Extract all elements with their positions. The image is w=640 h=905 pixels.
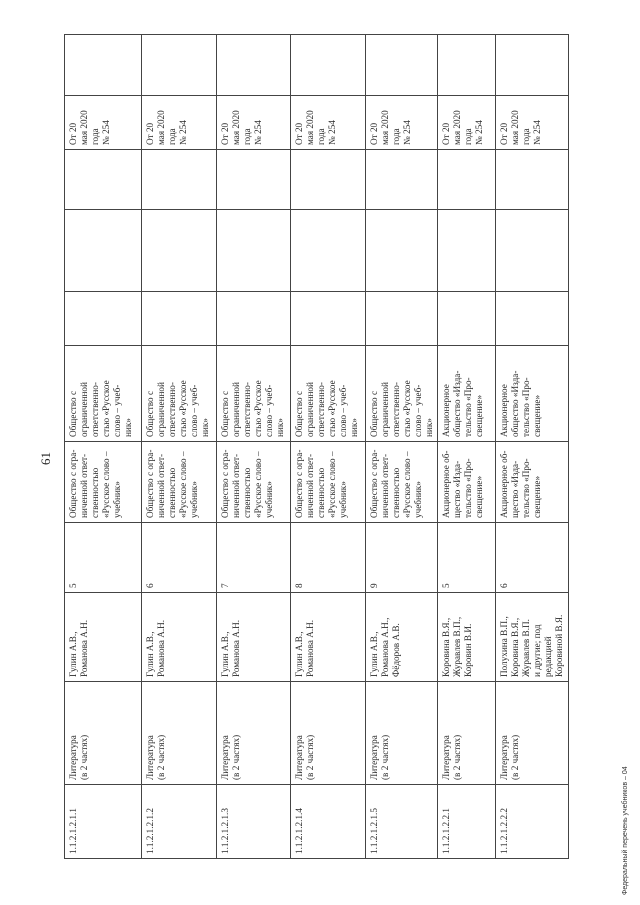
manufacturer-cell: Общество с ограниченной ответственно- стью «Русское слово – учеб- ник» xyxy=(291,346,366,442)
code-cell: 1.1.2.1.2.1.4 xyxy=(291,785,366,859)
manufacturer-cell: Общество с ограниченной ответственно- стью «Русское слово – учеб- ник» xyxy=(65,346,142,442)
empty-cell xyxy=(65,292,142,346)
empty-cell xyxy=(496,292,569,346)
code-cell: 1.1.2.1.2.1.3 xyxy=(217,785,291,859)
grade-cell: 8 xyxy=(291,523,366,593)
code-cell: 1.1.2.1.2.1.1 xyxy=(65,785,142,859)
table-row xyxy=(496,35,569,859)
order-cell: От 20 мая 2020 года № 254 xyxy=(217,96,291,150)
manufacturer-cell: Общество с ограниченной ответственно- стью «Русское слово – учеб- ник» xyxy=(217,346,291,442)
empty-cell xyxy=(217,35,291,96)
publisher-cell: Общество с огра- ниченной ответ- ственностью «Русское слово – учебник» xyxy=(142,442,217,523)
authors-cell: Гулин А.В., Романова А.Н. xyxy=(142,593,217,682)
table-row xyxy=(65,35,142,859)
grade-cell: 5 xyxy=(65,523,142,593)
publisher-cell: Общество с огра- ниченной ответ- ственностью «Русское слово – учебник» xyxy=(366,442,438,523)
order-cell: От 20 мая 2020 года № 254 xyxy=(65,96,142,150)
empty-cell xyxy=(438,210,496,292)
empty-cell xyxy=(366,292,438,346)
publisher-cell: Общество с огра- ниченной ответ- ственностью «Русское слово – учебник» xyxy=(217,442,291,523)
page-number: 61 xyxy=(38,452,53,465)
empty-cell xyxy=(217,292,291,346)
code-cell: 1.1.2.1.2.1.5 xyxy=(366,785,438,859)
grade-cell: 9 xyxy=(366,523,438,593)
footer-text: Федеральный перечень учебников – 04 xyxy=(622,766,629,895)
empty-cell xyxy=(496,210,569,292)
empty-cell xyxy=(65,150,142,210)
empty-cell xyxy=(142,150,217,210)
empty-cell xyxy=(217,150,291,210)
authors-cell: Гулин А.В., Романова А.Н. xyxy=(65,593,142,682)
empty-cell xyxy=(496,35,569,96)
code-cell: 1.1.2.1.2.1.2 xyxy=(142,785,217,859)
order-cell: От 20 мая 2020 года № 254 xyxy=(291,96,366,150)
authors-cell: Гулин А.В., Романова А.Н. xyxy=(217,593,291,682)
publisher-cell: Общество с огра- ниченной ответ- ственностью «Русское слово – учебник» xyxy=(291,442,366,523)
authors-cell: Полухина В.П., Коровина В.Я., Журавлев В.П. и другие; под редакцией Коровиной В.Я. xyxy=(496,593,569,682)
subject-cell: Литература (в 2 частях) xyxy=(496,682,569,785)
authors-cell: Гулин А.В., Романова А.Н. xyxy=(291,593,366,682)
empty-cell xyxy=(142,210,217,292)
subject-cell: Литература (в 2 частях) xyxy=(366,682,438,785)
empty-cell xyxy=(65,210,142,292)
publisher-cell: Акционерное об- щество «Изда- тельство «Про- свещение» xyxy=(496,442,569,523)
table-row xyxy=(142,35,217,859)
order-cell: От 20 мая 2020 года № 254 xyxy=(142,96,217,150)
manufacturer-cell: Общество с ограниченной ответственно- стью «Русское слово – учеб- ник» xyxy=(366,346,438,442)
code-cell: 1.1.2.1.2.2.2 xyxy=(496,785,569,859)
textbook-table xyxy=(64,34,569,859)
empty-cell xyxy=(496,150,569,210)
order-cell: От 20 мая 2020 года № 254 xyxy=(438,96,496,150)
empty-cell xyxy=(438,150,496,210)
empty-cell xyxy=(366,210,438,292)
manufacturer-cell: Акционерное общество «Изда- тельство «Про- свещение» xyxy=(438,346,496,442)
subject-cell: Литература (в 2 частях) xyxy=(65,682,142,785)
empty-cell xyxy=(217,210,291,292)
grade-cell: 6 xyxy=(142,523,217,593)
empty-cell xyxy=(65,35,142,96)
empty-cell xyxy=(291,35,366,96)
order-cell: От 20 мая 2020 года № 254 xyxy=(366,96,438,150)
manufacturer-cell: Общество с ограниченной ответственно- стью «Русское слово – учеб- ник» xyxy=(142,346,217,442)
table-row xyxy=(438,35,496,859)
code-cell: 1.1.2.1.2.2.1 xyxy=(438,785,496,859)
empty-cell xyxy=(438,35,496,96)
empty-cell xyxy=(291,150,366,210)
empty-cell xyxy=(438,292,496,346)
subject-cell: Литература (в 2 частях) xyxy=(142,682,217,785)
grade-cell: 6 xyxy=(496,523,569,593)
empty-cell xyxy=(366,35,438,96)
table-row xyxy=(366,35,438,859)
table-row xyxy=(217,35,291,859)
publisher-cell: Общество с огра- ниченной ответ- ственностью «Русское слово – учебник» xyxy=(65,442,142,523)
authors-cell: Коровина В.Я., Журавлев В.П., Коровин В.И. xyxy=(438,593,496,682)
grade-cell: 5 xyxy=(438,523,496,593)
manufacturer-cell: Акционерное общество «Изда- тельство «Про- свещение» xyxy=(496,346,569,442)
subject-cell: Литература (в 2 частях) xyxy=(438,682,496,785)
empty-cell xyxy=(291,210,366,292)
empty-cell xyxy=(366,150,438,210)
empty-cell xyxy=(291,292,366,346)
publisher-cell: Акционерное об- щество «Изда- тельство «Про- свещение» xyxy=(438,442,496,523)
subject-cell: Литература (в 2 частях) xyxy=(291,682,366,785)
authors-cell: Гулин А.В., Романова А.Н., Фёдоров А.В. xyxy=(366,593,438,682)
subject-cell: Литература (в 2 частях) xyxy=(217,682,291,785)
empty-cell xyxy=(142,35,217,96)
grade-cell: 7 xyxy=(217,523,291,593)
order-cell: От 20 мая 2020 года № 254 xyxy=(496,96,569,150)
table-row xyxy=(291,35,366,859)
empty-cell xyxy=(142,292,217,346)
